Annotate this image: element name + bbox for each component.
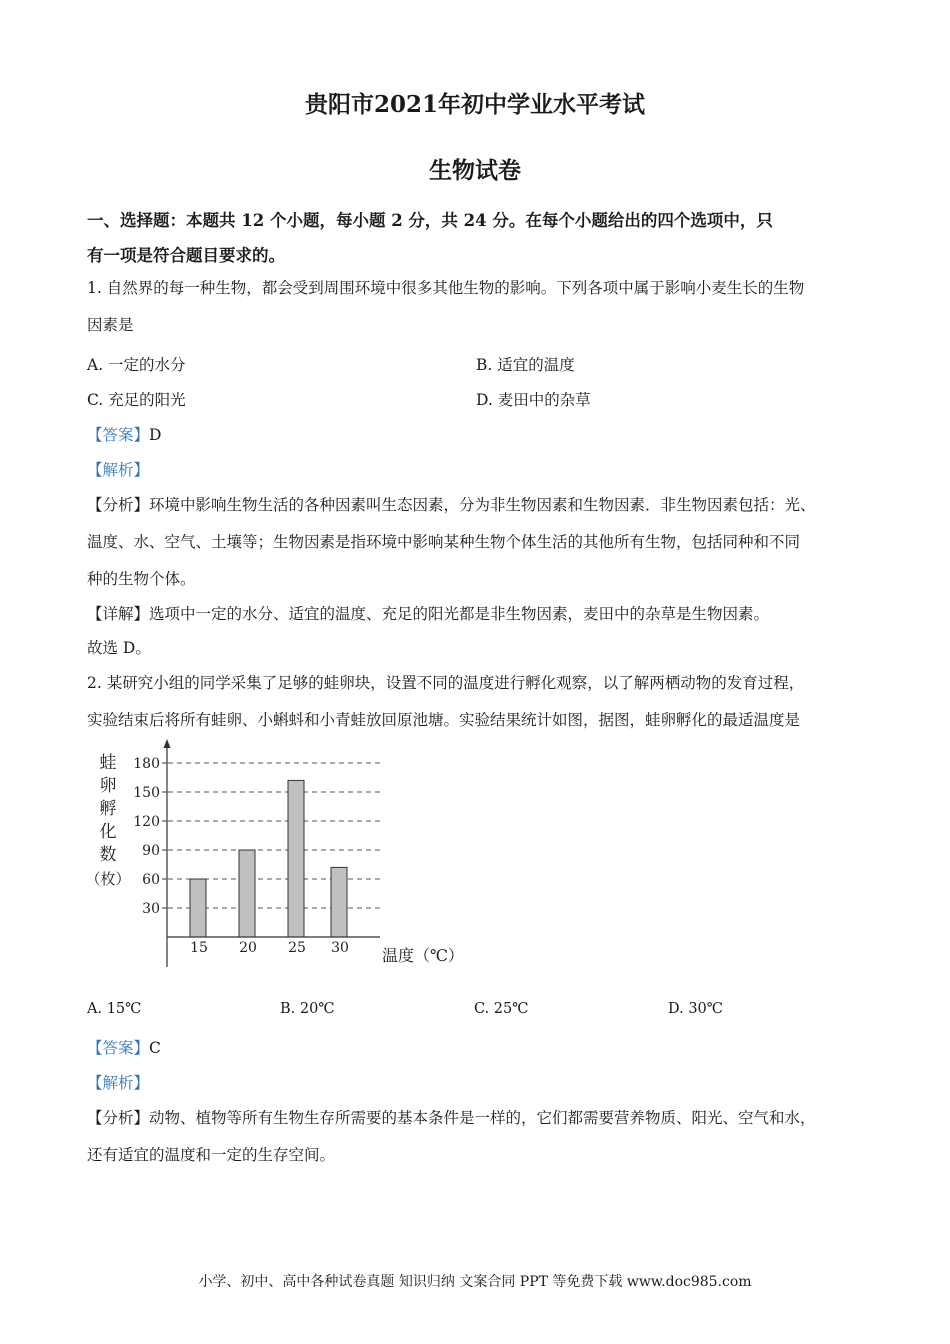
q2-option-d: D. 30℃ <box>668 1001 723 1017</box>
y-axis-arrow <box>164 739 171 748</box>
x-tick-label: 25 <box>288 940 306 956</box>
q2-answer <box>87 1036 161 1058</box>
q1-answer <box>87 423 161 445</box>
answer-value: D <box>149 426 162 444</box>
y-axis-label-char: （枚） <box>85 870 131 888</box>
x-tick-label: 30 <box>331 940 349 956</box>
bar-30 <box>331 867 347 937</box>
q1-fenxi-line1 <box>87 493 816 515</box>
q1-stem-line1: 1. 自然界的每一种生物，都会受到周围环境中很多其他生物的影响。下列各项中属于影响小麦生长的生物 <box>87 279 805 297</box>
y-tick-label: 180 <box>133 756 160 772</box>
fenxi-tag: 【分析】 <box>87 496 150 514</box>
q2-fenxi-line2: 还有适宜的温度和一定的生存空间。 <box>87 1146 336 1164</box>
y-tick-label: 150 <box>133 785 160 801</box>
y-tick-label: 120 <box>133 814 160 830</box>
q2-analysis-tag: 【解析】 <box>87 1074 150 1092</box>
q1-option-d: D. 麦田中的杂草 <box>476 391 591 409</box>
q2-option-b: B. 20℃ <box>280 1001 335 1017</box>
y-tick-label: 30 <box>142 901 160 917</box>
y-tick-label: 60 <box>142 872 160 888</box>
q1-option-a: A. 一定的水分 <box>87 356 186 374</box>
page-title: 贵阳市2021年初中学业水平考试 <box>304 91 645 118</box>
fenxi-tag: 【分析】 <box>87 1109 150 1127</box>
q1-stem-line2: 因素是 <box>87 316 134 334</box>
y-axis-label-char: 化 <box>99 822 117 842</box>
q1-conclusion: 故选 D。 <box>87 639 151 657</box>
section-heading-line2: 有一项是符合题目要求的。 <box>87 246 285 265</box>
answer-tag: 【答案】 <box>87 426 150 444</box>
y-axis-label-char: 卵 <box>99 776 117 796</box>
fenxi-text: 动物、植物等所有生物生存所需要的基本条件是一样的，它们都需要营养物质、阳光、空气和水， <box>149 1109 816 1127</box>
section-heading-line1: 一、选择题：本题共 12 个小题，每小题 2 分，共 24 分。在每个小题给出的四个选项中，只 <box>87 211 773 230</box>
q2-stem-line2: 实验结束后将所有蛙卵、小蝌蚪和小青蛙放回原池塘。实验结果统计如图，据图，蛙卵孵化的最适温度是 <box>87 711 801 729</box>
q1-analysis-tag: 【解析】 <box>87 461 150 479</box>
q2-option-a: A. 15℃ <box>87 1001 142 1017</box>
q1-fenxi-line2: 温度、水、空气、土壤等；生物因素是指环境中影响某种生物个体生活的其他所有生物，包括同种和不同 <box>87 533 801 551</box>
xiangjie-tag: 【详解】 <box>87 605 150 623</box>
x-axis-label: 温度（℃） <box>382 946 464 965</box>
q1-option-b: B. 适宜的温度 <box>476 356 575 374</box>
q1-fenxi-line3: 种的生物个体。 <box>87 570 196 588</box>
xiangjie-text: 选项中一定的水分、适宜的温度、充足的阳光都是非生物因素，麦田中的杂草是生物因素。 <box>149 605 770 623</box>
fenxi-text: 环境中影响生物生活的各种因素叫生态因素，分为非生物因素和生物因素．非生物因素包括：光、 <box>149 496 816 514</box>
bar-20 <box>239 850 255 937</box>
y-axis-label <box>85 753 130 888</box>
y-axis-label-char: 孵 <box>99 799 117 819</box>
q1-option-c: C. 充足的阳光 <box>87 391 186 409</box>
q2-fenxi-line1 <box>87 1106 816 1128</box>
q2-stem-line1: 2. 某研究小组的同学采集了足够的蛙卵块，设置不同的温度进行孵化观察，以了解两栖动物的发育过程， <box>87 674 805 692</box>
bar-chart <box>80 735 480 975</box>
x-tick-label: 20 <box>239 940 257 956</box>
bars <box>190 780 347 937</box>
answer-value: C <box>149 1039 161 1057</box>
answer-tag: 【答案】 <box>87 1039 150 1057</box>
page-subtitle: 生物试卷 <box>429 157 521 184</box>
q2-option-c: C. 25℃ <box>474 1001 529 1017</box>
bar-15 <box>190 879 206 937</box>
bar-25 <box>288 780 304 937</box>
y-axis-label-char: 数 <box>99 845 117 865</box>
footer-text: 小学、初中、高中各种试卷真题 知识归纳 文案合同 PPT 等免费下载 www.doc985.com <box>198 1274 752 1290</box>
q1-xiangjie <box>87 602 769 624</box>
y-tick-label: 90 <box>142 843 160 859</box>
x-tick-label: 15 <box>190 940 208 956</box>
y-axis-label-char: 蛙 <box>99 753 117 773</box>
